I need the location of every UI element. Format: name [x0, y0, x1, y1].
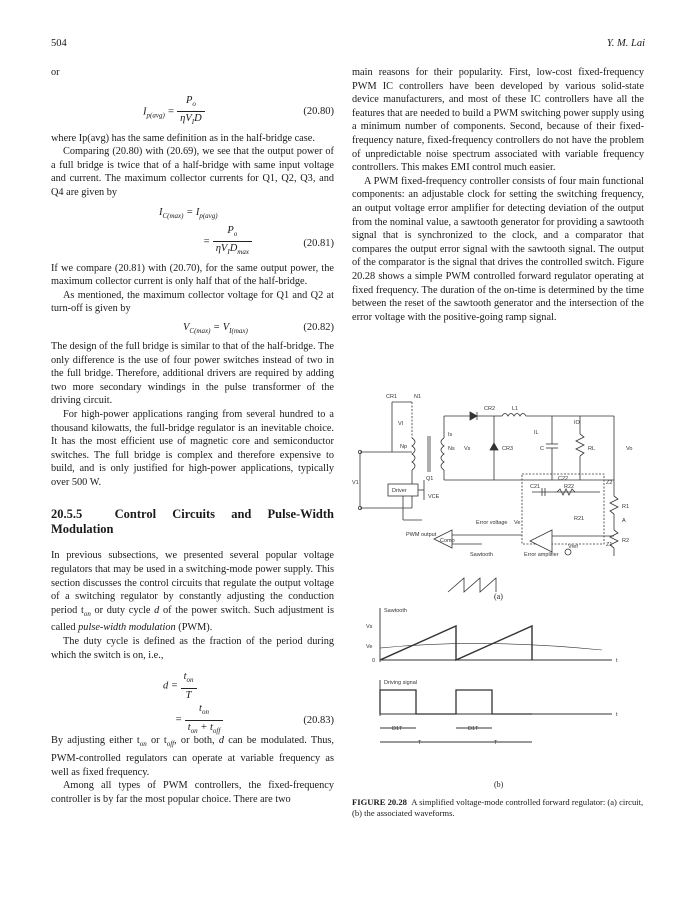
svg-text:RL: RL [588, 446, 596, 452]
circuit-labels [352, 394, 632, 558]
svg-text:CR1: CR1 [386, 394, 398, 400]
svg-text:t: t [616, 712, 618, 718]
paragraph-compare: If we compare (20.81) with (20.70), for the same output power, the maximum collector current is only half that of the half-bridge. [51, 262, 334, 288]
equation-number: (20.83) [303, 715, 334, 727]
paragraph-where: where Ip(avg) has the same definition as in the half-bridge case. [51, 132, 315, 144]
sawtooth-wave [380, 626, 532, 660]
svg-text:Z2: Z2 [606, 480, 613, 486]
svg-text:Is: Is [448, 432, 453, 438]
paragraph-mentioned: As mentioned, the maximum collector voltage for Q1 and Q2 at turn-off is given by [51, 289, 334, 315]
svg-text:Sawtooth: Sawtooth [470, 552, 493, 558]
svg-text:L1: L1 [512, 406, 519, 412]
equation-number: (20.82) [303, 321, 334, 333]
svg-text:Ve: Ve [514, 520, 521, 526]
paragraph-duty-cycle: The duty cycle is defined as the fraction of the period during which the switch is on, i.e., [51, 636, 334, 661]
left-column [51, 66, 334, 806]
right-column [352, 66, 644, 324]
equation-20-83: d = $\frac{t_{on}}{T}$ = $\frac{t_{on}}{t_{on} + t_{off}}$ (20.83) [163, 671, 334, 736]
svg-text:Driver: Driver [392, 488, 407, 494]
driving-signal-wave [380, 690, 532, 714]
svg-text:VCE: VCE [428, 494, 440, 500]
or-word: or [51, 67, 60, 78]
waveform-labels [366, 608, 618, 746]
running-header-author: Y. M. Lai [606, 38, 645, 49]
equation-20-82: $V_{C(max)} = V_{I(max)}$ (20.82) [183, 321, 334, 336]
svg-text:C21: C21 [530, 484, 541, 490]
figure-label-a: (a) [494, 592, 503, 601]
svg-text:t: t [616, 658, 618, 664]
figure-label-b: (b) [494, 780, 504, 789]
paragraph-comparing: Comparing (20.80) with (20.69), we see that the output power of a full bridge is twice that of a half-bridge with same input voltage and current. The maximum collector currents for Q1, Q2, Q3, and Q4 are given by [51, 146, 334, 198]
svg-text:N1: N1 [414, 394, 422, 400]
svg-text:R21: R21 [574, 516, 585, 522]
svg-text:R1: R1 [622, 504, 630, 510]
svg-text:Error voltage: Error voltage [476, 520, 508, 526]
section-heading: 20.5.5 Control Circuits and Pulse-Width Modulation [51, 507, 334, 537]
svg-text:Comp: Comp [440, 538, 455, 544]
paragraph-high-power: For high-power applications ranging from several hundred to a thousand kilowatts, the full-bridge regulator is an inevitable choice. It has the most efficient use of magnetic core and semiconductor switches. The full bridge is complex and therefore expensive to build, and is only justified for high-power applications, typically over 500 W. [51, 408, 334, 488]
svg-text:Np: Np [400, 444, 408, 450]
svg-text:V1: V1 [352, 480, 359, 486]
paragraph-previous: In previous subsections, we presented several popular voltage regulators that may be used in a switching-mode power supply. This section discusses the control circuits that regulate the output voltage of a switching regulator by constantly adjusting the conduction period $t_{on}$ or duty cycle d of the power switch. Such adjustment is called pulse-width modulation (PWM). [51, 550, 334, 634]
svg-text:Vs: Vs [366, 624, 373, 630]
svg-text:0: 0 [372, 658, 376, 664]
svg-text:T: T [494, 740, 498, 746]
svg-text:Z1: Z1 [606, 542, 613, 548]
svg-text:T: T [418, 740, 422, 746]
svg-text:Ns: Ns [448, 446, 455, 452]
svg-text:Q1: Q1 [426, 476, 434, 482]
figure-circuit [352, 380, 644, 600]
svg-text:A: A [622, 518, 626, 524]
equation-20-80: $I_{p(avg)}$ = $\frac{P_o}{\eta V_ID}$ (20.80) [143, 94, 334, 127]
svg-text:CR3: CR3 [502, 446, 514, 452]
figure-waveforms [362, 604, 632, 754]
svg-text:D1T: D1T [468, 726, 479, 732]
figure-caption: FIGURE 20.28 A simplified voltage-mode controlled forward regulator: (a) circuit, (b) the associated waveforms. [352, 797, 644, 818]
svg-text:D1T: D1T [392, 726, 403, 732]
svg-text:Driving signal: Driving signal [384, 680, 418, 686]
equation-number: (20.80) [303, 105, 334, 117]
paragraph-design: The design of the full bridge is similar to that of the half-bridge. The only difference is the use of four power switches instead of two in the full bridge. Therefore, additional drivers are required by adding two more secondary windings in the pulse transformer of the driving circuit. [51, 340, 334, 407]
page-number: 504 [51, 38, 67, 49]
svg-text:IL: IL [534, 430, 539, 436]
svg-text:C: C [540, 446, 544, 452]
svg-text:Vo: Vo [626, 446, 633, 452]
svg-text:R2: R2 [622, 538, 630, 544]
svg-text:PWM output: PWM output [406, 532, 437, 538]
svg-text:Error amplifier: Error amplifier [524, 552, 559, 558]
svg-text:Ve: Ve [366, 644, 373, 650]
svg-text:Vref: Vref [568, 544, 578, 550]
svg-text:VI: VI [398, 421, 404, 427]
svg-text:CR2: CR2 [484, 406, 496, 412]
svg-text:IO: IO [574, 420, 580, 426]
paragraph-reasons: main reasons for their popularity. First, low-cost fixed-frequency PWM IC controllers have been developed by various solid-state device manufacturers, and most of these IC controllers have all the features that are needed to build a PWM switching power supply using a minimum number of components. Second, because of their fixed-frequency nature, fixed-frequency controllers do not have the problem of unpredictable noise spectrum associated with variable frequency controllers. This makes EMI control much easier. [352, 67, 644, 174]
svg-text:Sawtooth: Sawtooth [384, 608, 407, 614]
svg-text:Vs: Vs [464, 446, 471, 452]
equation-20-81: $I_{C(max)} = I_{p(avg)}$ = $\frac{P_o}{\eta V_ID_{max}}$ (20.81) [159, 206, 334, 257]
equation-number: (20.81) [303, 237, 334, 249]
paragraph-pwm-controller: A PWM fixed-frequency controller consists of four main functional components: an adjustable clock for setting the switching frequency, an output voltage error amplifier for detecting deviation of the output from the nominal value, a sawtooth generator for providing a sawtooth signal that is synchronized to the clock, and a comparator that compares the output error signal with the sawtooth signal. The output of the comparator is the signal that drives the controlled switch. Figure 20.28 shows a simple PWM controlled forward regulator operating at fixed frequency. The duration of the on-time is determined by the time between the reset of the sawtooth generator and the intersection of the error voltage with the positive-going ramp signal. [352, 175, 644, 323]
paragraph-among: Among all types of PWM controllers, the fixed-frequency controller is by far the most popular choice. There are two [51, 780, 334, 805]
svg-text:C22: C22 [558, 476, 569, 482]
paragraph-adjusting: By adjusting either $t_{on}$ or $t_{off}$, or both, d can be modulated. Thus, PWM-controlled regulators can operate at variable frequency as well as fixed frequency. [51, 735, 334, 778]
svg-text:R22: R22 [564, 484, 575, 490]
